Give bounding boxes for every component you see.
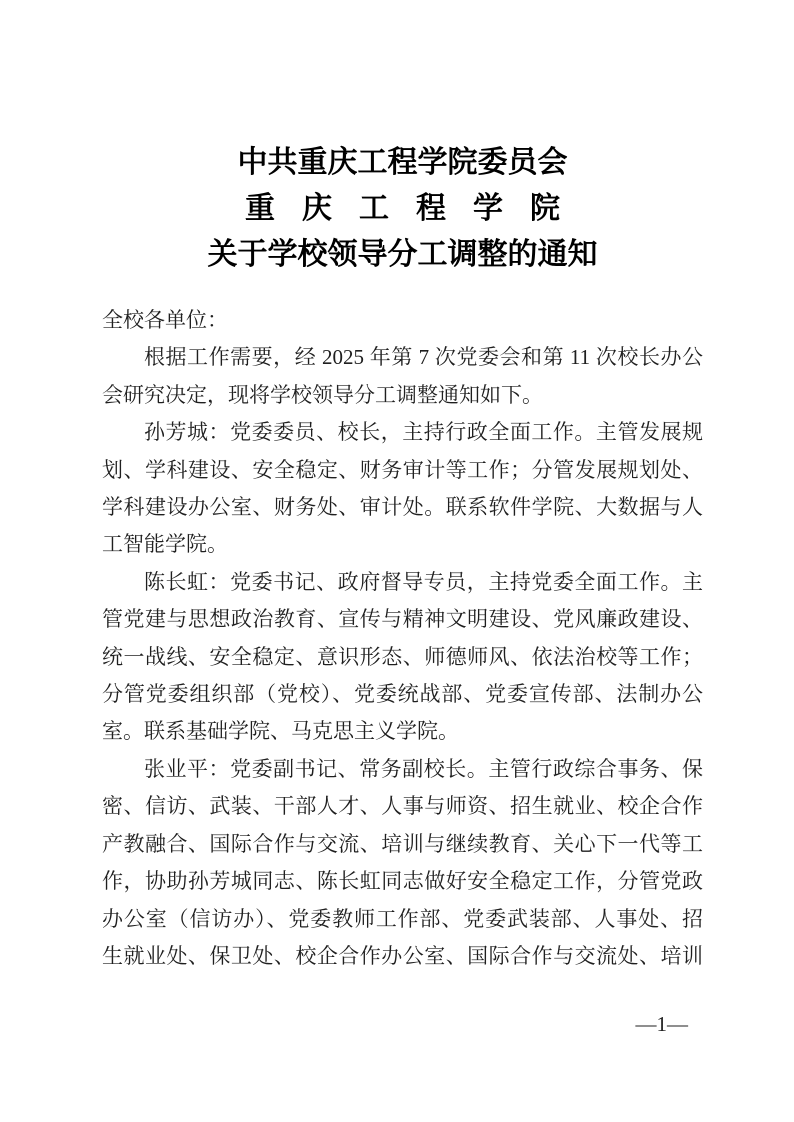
paragraph-line: 作，协助孙芳城同志、陈长虹同志做好安全稳定工作，分管党政 bbox=[102, 869, 703, 894]
title-line-3: 关于学校领导分工调整的通知 bbox=[207, 238, 598, 271]
paragraph-line: 密、信访、武装、干部人才、人事与师资、招生就业、校企合作 bbox=[102, 794, 703, 819]
paragraph-line: 产教融合、国际合作与交流、培训与继续教育、关心下一代等工 bbox=[102, 831, 703, 856]
paragraph-line: 工智能学院。 bbox=[102, 532, 228, 557]
paragraph-line: 孙芳城：党委委员、校长，主持行政全面工作。主管发展规 bbox=[144, 420, 703, 445]
paragraph bbox=[102, 339, 703, 414]
paragraph-line: 办公室（信访办）、党委教师工作部、党委武装部、人事处、招 bbox=[102, 906, 703, 931]
paragraph-line: 划、学科建设、安全稳定、财务审计等工作；分管发展规划处、 bbox=[102, 457, 703, 482]
paragraph-line: 陈长虹：党委书记、政府督导专员，主持党委全面工作。主 bbox=[144, 569, 703, 594]
paragraph-line: 生就业处、保卫处、校企合作办公室、国际合作与交流处、培训 bbox=[102, 943, 703, 968]
paragraph-line: 会研究决定，现将学校领导分工调整通知如下。 bbox=[102, 382, 543, 407]
paragraph bbox=[102, 414, 703, 564]
salutation: 全校各单位： bbox=[102, 308, 228, 332]
document-body bbox=[0, 302, 794, 975]
paragraph-line: 室。联系基础学院、马克思主义学院。 bbox=[102, 719, 459, 744]
document-title bbox=[0, 0, 794, 278]
paragraph-line: 学科建设办公室、财务处、审计处。联系软件学院、大数据与人 bbox=[102, 495, 703, 520]
paragraph-line: 张业平：党委副书记、常务副校长。主管行政综合事务、保 bbox=[144, 756, 703, 781]
paragraph-line: 统一战线、安全稳定、意识形态、师德师风、依法治校等工作； bbox=[102, 644, 703, 669]
paragraph bbox=[102, 751, 703, 975]
paragraph-line: 根据工作需要，经 2025 年第 7 次党委会和第 11 次校长办公 bbox=[144, 345, 703, 370]
page-number: —1— bbox=[635, 1012, 688, 1036]
title-line-2: 重庆工程学院 bbox=[245, 192, 587, 225]
paragraph-line: 管党建与思想政治教育、宣传与精神文明建设、党风廉政建设、 bbox=[102, 607, 703, 632]
paragraph-line: 分管党委组织部（党校）、党委统战部、党委宣传部、法制办公 bbox=[102, 682, 703, 707]
paragraph bbox=[102, 564, 703, 751]
title-line-1: 中共重庆工程学院委员会 bbox=[237, 146, 568, 179]
